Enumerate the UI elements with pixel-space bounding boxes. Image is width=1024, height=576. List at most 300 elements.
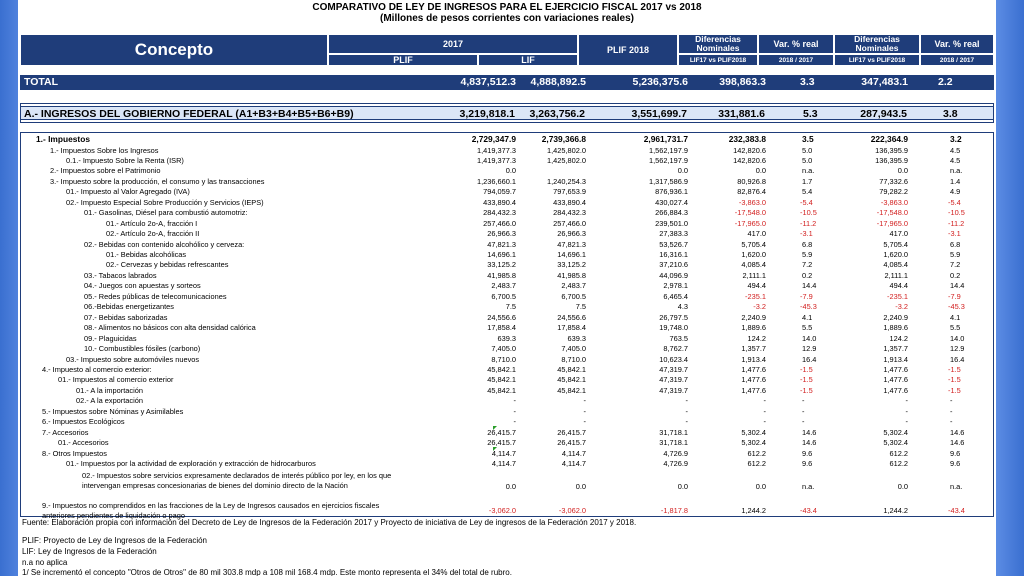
section-a-dif2: 287,943.5 <box>860 108 907 120</box>
table-row <box>20 365 994 376</box>
row-label: 01.- Artículo 2o-A, fracción I <box>106 218 198 228</box>
row-dif2: 5,302.4 <box>883 427 908 437</box>
row-label: 10.- Combustibles fósiles (carbono) <box>84 344 201 354</box>
row-lif: 47,821.3 <box>557 239 586 249</box>
table-row <box>20 334 994 345</box>
row-plif18: 763.5 <box>669 333 688 343</box>
row-plif: 14,696.1 <box>487 250 516 259</box>
row-plif: 794,059.7 <box>483 187 516 197</box>
row-lif: 14,696.1 <box>557 250 586 259</box>
row-dif1: - <box>763 417 766 427</box>
row-lif: 797,653.9 <box>553 187 586 197</box>
header-dif1: Diferencias Nominales <box>678 34 758 54</box>
row-var1: - <box>802 396 805 406</box>
row-var2: 7.2 <box>950 260 961 270</box>
row-var1: - <box>802 406 805 416</box>
row-plif18: 44,096.9 <box>659 270 688 280</box>
row-var1: -11.2 <box>800 218 817 228</box>
row-dif2: 1,913.4 <box>883 354 908 364</box>
row-lif: 639.3 <box>567 333 586 343</box>
row-9-lif: -3,062.0 <box>558 506 586 515</box>
row-label: 3.- Impuesto sobre la producción, el consumo y las transacciones <box>50 176 265 186</box>
row-var1: 0.2 <box>802 270 813 280</box>
row-var1: 5.4 <box>802 187 813 197</box>
row-label: 0.1.- Impuesto Sobre la Renta (ISR) <box>66 155 184 165</box>
row-plif: 17,858.4 <box>487 323 516 333</box>
row-dif1: 5,705.4 <box>741 239 766 249</box>
table-row <box>20 240 994 251</box>
impuestos-label: 1.- Impuestos <box>36 134 90 144</box>
row-lif: 17,858.4 <box>557 323 586 333</box>
row-var2: -1.5 <box>948 364 961 374</box>
table-row <box>20 156 994 167</box>
row-var1: 14.6 <box>802 438 817 448</box>
row-lif: 1,425,802.0 <box>546 145 586 155</box>
row-var2: -10.5 <box>948 208 965 218</box>
row-lif: 7,405.0 <box>561 344 586 354</box>
row-plif18: - <box>685 417 688 427</box>
row-plif: - <box>513 417 516 427</box>
footer-note-lif: LIF: Ley de Ingresos de la Federación <box>22 547 157 556</box>
row-dif2: 5,705.4 <box>883 239 908 249</box>
table-row <box>20 449 994 460</box>
table-row <box>20 386 994 397</box>
row-plif: 41,985.8 <box>487 270 516 280</box>
total-row <box>20 75 994 90</box>
row-plif: 24,556.6 <box>487 312 516 322</box>
row-plif18: 6,465.4 <box>663 291 688 301</box>
row-var1: 6.8 <box>802 239 813 249</box>
row-lif: 45,842.1 <box>557 364 586 374</box>
section-a-lif: 3,263,756.2 <box>529 108 585 120</box>
row-var1: -3.1 <box>800 229 813 239</box>
table-row <box>20 323 994 334</box>
row-dif2: 1,889.6 <box>883 323 908 333</box>
row-var2: n.a. <box>950 166 963 176</box>
table-row <box>20 219 994 230</box>
row-plif18: 0.0 <box>677 166 688 176</box>
header-var2: Var. % real <box>920 34 994 54</box>
row-dif1: -235.1 <box>745 291 766 301</box>
row-9-plif: -3,062.0 <box>488 506 516 515</box>
row-var1: 1.7 <box>802 176 813 186</box>
row-label: 4.- Impuesto al comercio exterior: <box>42 364 152 374</box>
row-lif: 8,710.0 <box>561 354 586 364</box>
row-dif2: - <box>905 396 908 406</box>
row-label: 09.- Plaguicidas <box>84 333 137 343</box>
row-9-var2: -43.4 <box>948 506 965 515</box>
row-label: 01.- Accesorios <box>58 438 109 448</box>
row-plif18: 27,383.3 <box>659 229 688 239</box>
table-row <box>20 187 994 198</box>
row-var2: 14.0 <box>950 333 965 343</box>
row-plif: 26,415.7 <box>487 427 516 437</box>
impuestos-var2: 3.2 <box>950 134 962 144</box>
table-row <box>20 229 994 240</box>
row-lif: - <box>583 406 586 416</box>
row-dif2: 1,357.7 <box>883 344 908 354</box>
row-lif: 284,432.3 <box>553 208 586 218</box>
row-var2: 0.2 <box>950 270 961 280</box>
section-a-var2: 3.8 <box>943 108 958 120</box>
table-row <box>20 166 994 177</box>
row-var2: 16.4 <box>950 354 965 364</box>
row-dif1: 417.0 <box>747 229 766 239</box>
row-var1: 7.2 <box>802 260 813 270</box>
row-lif: 24,556.6 <box>557 312 586 322</box>
header-plif2018: PLIF 2018 <box>578 34 678 66</box>
row-var2: - <box>950 396 953 406</box>
row-label: 01.- A la importación <box>76 385 143 395</box>
row-var2: 4.1 <box>950 312 961 322</box>
row-dif1: 5,302.4 <box>741 427 766 437</box>
row-label: 02.- Impuesto Especial Sobre Producción y Servicios (IEPS) <box>66 197 264 207</box>
row-dif1: 0.0 <box>755 166 766 176</box>
row-dif2: 0.0 <box>897 166 908 176</box>
row-lif: 45,842.1 <box>557 385 586 395</box>
row-dif1: -17,965.0 <box>734 218 766 228</box>
row-dif2: 612.2 <box>889 459 908 468</box>
row-plif: 8,710.0 <box>491 354 516 364</box>
row-dif2: - <box>905 417 908 427</box>
row-dif2: 2,111.1 <box>884 270 908 280</box>
row-dif1: 2,111.1 <box>742 270 766 280</box>
row-lif: 1,425,802.0 <box>546 155 586 165</box>
row-plif: 257,466.0 <box>483 218 516 228</box>
row-var2: - <box>950 417 953 427</box>
row-plif18: - <box>685 406 688 416</box>
row-9-plif18: -1,817.8 <box>660 506 688 515</box>
table-row <box>20 198 994 209</box>
section-a-label: A.- INGRESOS DEL GOBIERNO FEDERAL (A1+B3+B4+B5+B6+B9) <box>24 108 354 120</box>
total-lif: 4,888,892.5 <box>530 76 586 88</box>
row-lif: 433,890.4 <box>553 197 586 207</box>
row-label: 5.- Impuestos sobre Nóminas y Asimilables <box>42 406 184 416</box>
row-dif2: 4,085.4 <box>883 260 908 270</box>
row-var1: -45.3 <box>800 302 817 312</box>
table-row <box>20 407 994 418</box>
row-dif1: - <box>763 396 766 406</box>
row-plif18: 53,526.7 <box>659 239 688 249</box>
row-plif: - <box>513 396 516 406</box>
row-plif: 45,842.1 <box>487 375 516 385</box>
row-var1: -7.9 <box>800 291 813 301</box>
row-9-dif1: 1,244.2 <box>741 506 766 515</box>
total-var1: 3.3 <box>800 76 815 88</box>
row-lif: 26,966.3 <box>557 229 586 239</box>
row-plif: 4,114.7 <box>491 459 516 468</box>
table-row <box>20 355 994 366</box>
row-var1: n.a. <box>802 166 815 176</box>
row-var1: 5.0 <box>802 155 813 165</box>
row-lif: 4,114.7 <box>561 448 586 458</box>
footer-fuente: Fuente: Elaboración propia con información del Decreto de Ley de Ingresos de la Federación 2017 y Proyecto de iniciativa de Ley de ingresos de la Federación 2017 y 2018. <box>22 518 637 527</box>
row-label: 01.- Bebidas alcohólicas <box>106 250 187 259</box>
row-dif2: -3,863.0 <box>880 197 908 207</box>
row-plif: 1,419,377.3 <box>476 155 516 165</box>
row-plif18: 16,316.1 <box>659 250 688 259</box>
report-sheet <box>18 0 996 576</box>
row-var1: 5.5 <box>802 323 813 333</box>
row-dif2: 1,477.6 <box>883 364 908 374</box>
row-plif18: 47,319.7 <box>659 364 688 374</box>
row-label: 6.- Impuestos Ecológicos <box>42 417 125 427</box>
row-9-dif2: 1,244.2 <box>883 506 908 515</box>
total-var2: 2.2 <box>938 76 953 88</box>
row-var1: 14.4 <box>802 281 817 291</box>
impuestos-lif: 2,739,366.8 <box>541 134 586 144</box>
table-row <box>20 302 994 313</box>
row-dif1: 1,477.6 <box>741 375 766 385</box>
row-plif: 47,821.3 <box>487 239 516 249</box>
row-plif18: 1,562,197.9 <box>648 145 688 155</box>
row-dif1: 1,477.6 <box>741 364 766 374</box>
row-plif: 45,842.1 <box>487 364 516 374</box>
row-var1: 12.9 <box>802 344 817 354</box>
row-dif2: 494.4 <box>889 281 908 291</box>
row-dif1: 1,620.0 <box>741 250 766 259</box>
row-var2: 4.9 <box>950 187 961 197</box>
row-label: 02.- Cervezas y bebidas refrescantes <box>106 260 229 270</box>
row-plif: 639.3 <box>497 333 516 343</box>
row-label: 2.- Impuestos sobre el Patrimonio <box>50 166 161 176</box>
row-dif1: - <box>763 406 766 416</box>
row-plif18: 31,718.1 <box>659 438 688 448</box>
table-row <box>20 417 994 428</box>
row-dif1: 4,085.4 <box>741 260 766 270</box>
report-subtitle: (Millones de pesos corrientes con variaciones reales) <box>380 13 634 24</box>
row-dif2: 612.2 <box>889 448 908 458</box>
row-dif1: 612.2 <box>747 459 766 468</box>
impuestos-plif18: 2,961,731.7 <box>643 134 688 144</box>
row-dif2: - <box>905 406 908 416</box>
row-dif1: 142,820.6 <box>733 145 766 155</box>
row-label: 03.- Tabacos labrados <box>84 270 157 280</box>
row-dif1: -3.2 <box>753 302 766 312</box>
header-lif: LIF <box>478 54 578 66</box>
row-dif1: 1,357.7 <box>741 344 766 354</box>
row-lif: 33,125.2 <box>557 260 586 270</box>
table-row <box>20 260 994 271</box>
otros-02-var1: n.a. <box>802 482 815 491</box>
row-var2: -1.5 <box>948 375 961 385</box>
total-plif: 4,837,512.3 <box>460 76 516 88</box>
row-plif18: 47,319.7 <box>659 385 688 395</box>
impuestos-row <box>20 134 994 145</box>
row-lif: 257,466.0 <box>553 218 586 228</box>
row-plif18: 37,210.6 <box>659 260 688 270</box>
row-var1: -10.5 <box>800 208 817 218</box>
row-var1: 9.6 <box>802 459 813 468</box>
row-lif: 4,114.7 <box>561 459 586 468</box>
table-row <box>20 271 994 282</box>
impuestos-plif: 2,729,347.9 <box>471 134 516 144</box>
row-plif18: 19,748.0 <box>659 323 688 333</box>
row-plif: 433,890.4 <box>483 197 516 207</box>
row-plif: 284,432.3 <box>483 208 516 218</box>
row-dif1: -3,863.0 <box>738 197 766 207</box>
comment-marker-icon <box>493 447 497 451</box>
row-dif2: -17,548.0 <box>876 208 908 218</box>
section-a-row <box>20 106 994 120</box>
row-label: 03.- Impuesto sobre automóviles nuevos <box>66 354 200 364</box>
table-row <box>20 396 994 407</box>
row-dif1: 5,302.4 <box>741 438 766 448</box>
row-lif: 6,700.5 <box>561 291 586 301</box>
row-label: 07.- Bebidas saborizadas <box>84 312 168 322</box>
row-dif2: 1,620.0 <box>883 250 908 259</box>
row-dif2: 124.2 <box>889 333 908 343</box>
row-plif: 6,700.5 <box>491 291 516 301</box>
row-label: 02.- Artículo 2o-A, fracción II <box>106 229 200 239</box>
row-var2: 5.9 <box>950 250 961 259</box>
row-plif18: 26,797.5 <box>659 312 688 322</box>
row-label: 01.- Impuesto al Valor Agregado (IVA) <box>66 187 190 197</box>
header-sub-var1: 2018 / 2017 <box>758 54 834 66</box>
impuestos-dif1: 232,383.8 <box>728 134 766 144</box>
table-row <box>20 250 994 261</box>
section-a-var1: 5.3 <box>803 108 818 120</box>
total-dif1: 398,863.3 <box>719 76 766 88</box>
table-row <box>20 428 994 439</box>
row-label: 8.- Otros Impuestos <box>42 448 107 458</box>
total-plif18: 5,236,375.6 <box>632 76 688 88</box>
otros-02-dif1: 0.0 <box>755 482 766 491</box>
row-dif2: -17,965.0 <box>876 218 908 228</box>
section-a-plif18: 3,551,699.7 <box>631 108 687 120</box>
row-dif2: 136,395.9 <box>875 155 908 165</box>
row-plif18: 4,726.9 <box>663 459 688 468</box>
row-plif: 4,114.7 <box>491 448 516 458</box>
row-lif: 2,483.7 <box>561 281 586 291</box>
row-plif18: 1,317,586.9 <box>648 176 688 186</box>
footer-note-plif: PLIF: Proyecto de Ley de Ingresos de la Federación <box>22 536 207 545</box>
row-var1: -1.5 <box>800 364 813 374</box>
row-lif: 1,240,254.3 <box>546 176 586 186</box>
table-row <box>20 438 994 449</box>
impuestos-var1: 3.5 <box>802 134 814 144</box>
row-dif2: 2,240.9 <box>883 312 908 322</box>
row-var2: -3.1 <box>948 229 961 239</box>
table-row <box>20 313 994 324</box>
header-sub-dif2: LIF17 vs PLIF2018 <box>834 54 920 66</box>
table-row <box>20 208 994 219</box>
header-var1: Var. % real <box>758 34 834 54</box>
row-dif1: 1,913.4 <box>741 354 766 364</box>
row-var1: -5.4 <box>800 197 813 207</box>
row-dif1: 1,889.6 <box>741 323 766 333</box>
row-dif2: 1,477.6 <box>883 385 908 395</box>
header-concepto: Concepto <box>20 34 328 66</box>
row-plif18: 31,718.1 <box>659 427 688 437</box>
row-plif18: 4.3 <box>677 302 688 312</box>
row-dif2: 417.0 <box>889 229 908 239</box>
row-var2: 9.6 <box>950 459 961 468</box>
row-plif18: 8,762.7 <box>663 344 688 354</box>
row-dif1: 80,926.8 <box>737 176 766 186</box>
table-row <box>20 459 994 470</box>
row-var1: 16.4 <box>802 354 817 364</box>
row-var2: 14.6 <box>950 438 965 448</box>
row-label: 05.- Redes públicas de telecomunicaciones <box>84 291 227 301</box>
row-dif1: 494.4 <box>747 281 766 291</box>
row-dif2: 136,395.9 <box>875 145 908 155</box>
row-lif: - <box>583 396 586 406</box>
row-var2: -5.4 <box>948 197 961 207</box>
row-var2: 4.5 <box>950 155 961 165</box>
row-var1: - <box>802 417 805 427</box>
table-row <box>20 146 994 157</box>
row-label: 7.- Accesorios <box>42 427 89 437</box>
total-label: TOTAL <box>24 76 59 88</box>
row-var1: -1.5 <box>800 385 813 395</box>
row-label: 08.- Alimentos no básicos con alta densidad calórica <box>84 323 256 333</box>
row-plif18: 4,726.9 <box>663 448 688 458</box>
row-dif1: 2,240.9 <box>741 312 766 322</box>
row-var2: 14.4 <box>950 281 965 291</box>
table-row <box>20 281 994 292</box>
row-plif18: 2,978.1 <box>663 281 688 291</box>
row-var1: 4.1 <box>802 312 813 322</box>
header-dif2: Diferencias Nominales <box>834 34 920 54</box>
otros-02-plif18: 0.0 <box>677 482 688 491</box>
row-label: 04.- Juegos con apuestas y sorteos <box>84 281 201 291</box>
otros-02-dif2: 0.0 <box>897 482 908 491</box>
row-dif1: 612.2 <box>747 448 766 458</box>
row-var2: 9.6 <box>950 448 961 458</box>
otros-02-plif: 0.0 <box>505 482 516 491</box>
row-var1: 14.0 <box>802 333 817 343</box>
row-label: 02.- Bebidas con contenido alcohólico y cerveza: <box>84 239 245 249</box>
row-var2: 4.5 <box>950 145 961 155</box>
table-row <box>20 344 994 355</box>
row-plif18: 239,501.0 <box>655 218 688 228</box>
row-dif2: 1,477.6 <box>883 375 908 385</box>
row-var2: 1.4 <box>950 176 961 186</box>
header-plif: PLIF <box>328 54 478 66</box>
row-var2: - <box>950 406 953 416</box>
row-var1: 5.0 <box>802 145 813 155</box>
header-sub-var2: 2018 / 2017 <box>920 54 994 66</box>
row-label: 06.-Bebidas energetizantes <box>84 302 174 312</box>
row-var2: 5.5 <box>950 323 961 333</box>
row-plif: 1,236,660.1 <box>476 176 516 186</box>
header-sub-dif1: LIF17 vs PLIF2018 <box>678 54 758 66</box>
table-row <box>20 375 994 386</box>
row-dif1: 82,876.4 <box>737 187 766 197</box>
table-row <box>20 177 994 188</box>
row-label: 1.- Impuestos Sobre los Ingresos <box>50 145 159 155</box>
row-plif: 7,405.0 <box>491 344 516 354</box>
row-label: 01.- Gasolinas, Diésel para combustió automotriz: <box>84 208 248 218</box>
report-title: COMPARATIVO DE LEY DE INGRESOS PARA EL EJERCICIO FISCAL 2017 vs 2018 <box>312 2 702 13</box>
row-lif: 41,985.8 <box>557 270 586 280</box>
row-label: 02.- A la exportación <box>76 396 143 406</box>
row-var2: -1.5 <box>948 385 961 395</box>
row-var1: 5.9 <box>802 250 813 259</box>
total-dif2: 347,483.1 <box>861 76 908 88</box>
row-9-label: 9.- Impuestos no comprendidos en las fracciones de la Ley de Ingresos causados en ejercicios fiscales anteriores pendientes de liquidación o pago <box>42 501 380 520</box>
row-plif: 1,419,377.3 <box>476 145 516 155</box>
row-plif: 0.0 <box>505 166 516 176</box>
row-plif: 2,483.7 <box>491 281 516 291</box>
row-9-var1: -43.4 <box>800 506 817 515</box>
row-dif2: -3.2 <box>895 302 908 312</box>
row-var2: -11.2 <box>948 218 965 228</box>
section-a-dif1: 331,881.6 <box>718 108 765 120</box>
row-lif: 26,415.7 <box>557 438 586 448</box>
otros-02-row <box>20 471 994 501</box>
